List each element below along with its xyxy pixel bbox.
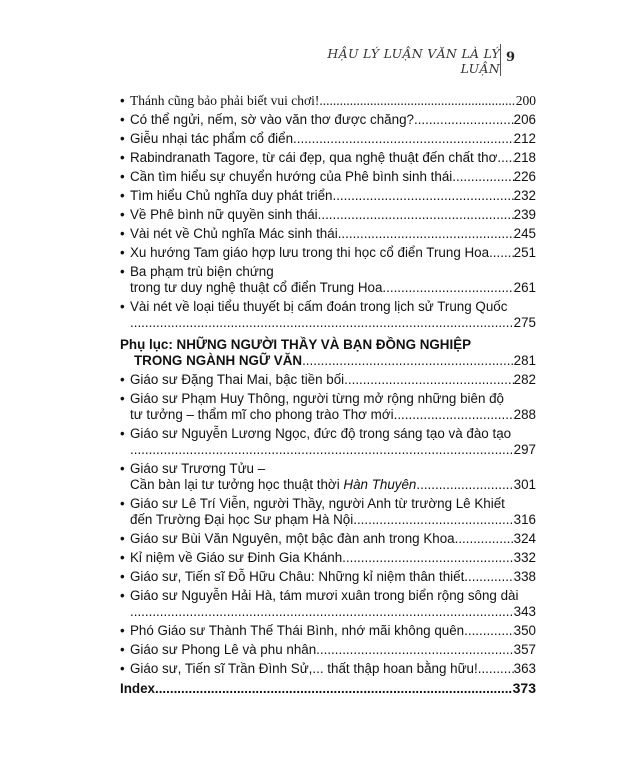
- toc-entry-page: 232: [513, 188, 536, 203]
- leader-dots: [302, 353, 514, 369]
- leader-dots: [130, 604, 514, 620]
- leader-dots: [394, 407, 514, 423]
- toc-entry-title: Ba phạm trù biện chứng: [130, 264, 274, 279]
- index-entry[interactable]: [120, 680, 536, 697]
- bullet-marker: •: [120, 461, 125, 476]
- toc-entry-page: 275: [513, 315, 536, 330]
- leader-dots: [155, 681, 513, 697]
- toc-entry-title: Xu hướng Tam giáo hợp lưu trong thi học cổ điển Trung Hoa: [130, 245, 490, 260]
- header-title-line2: LUẬN: [460, 61, 500, 76]
- toc-entry[interactable]: [120, 131, 536, 147]
- leader-dots: [489, 245, 514, 261]
- bullet-marker: •: [120, 150, 125, 165]
- leader-dots: [497, 150, 513, 166]
- bullet-marker: •: [120, 169, 125, 184]
- bullet-marker: •: [120, 496, 125, 511]
- leader-dots: [452, 169, 513, 185]
- toc-entry[interactable]: [120, 391, 536, 423]
- toc-entry-page: 288: [513, 407, 536, 422]
- toc-entry-title: trong tư duy nghệ thuật cổ điển Trung Hoa: [130, 280, 383, 295]
- toc-entry[interactable]: [120, 169, 536, 185]
- toc-entry-page: 301: [513, 477, 536, 492]
- bullet-marker: •: [120, 588, 125, 603]
- toc-entry[interactable]: [120, 496, 536, 528]
- toc-entry-title: Giáo sư, Tiến sĩ Đỗ Hữu Châu: Những kỉ niệm thân thiết: [130, 569, 465, 584]
- toc-entry[interactable]: [120, 188, 536, 204]
- leader-dots: [382, 280, 513, 296]
- toc-entry-page: 316: [513, 512, 536, 527]
- toc-entry[interactable]: [120, 588, 536, 620]
- header-divider: [500, 44, 501, 76]
- toc-entry-title: Vài nét về Chủ nghĩa Mác sinh thái: [130, 226, 338, 241]
- toc-entry-page: 357: [513, 642, 536, 657]
- toc-entry-title: Kỉ niệm về Giáo sư Đinh Gia Khánh: [130, 550, 343, 565]
- bullet-marker: •: [120, 661, 125, 676]
- toc-entry-page: 218: [513, 150, 536, 165]
- leader-dots: [130, 442, 514, 458]
- toc-entry[interactable]: [120, 150, 536, 166]
- toc-entry[interactable]: [120, 661, 536, 677]
- toc-entry-title: Rabindranath Tagore, từ cái đẹp, qua nghệ thuật đến chất thơ: [130, 150, 498, 165]
- bullet-marker: •: [120, 623, 125, 638]
- toc-entry-title: Phó Giáo sư Thành Thế Thái Bình, nhớ mãi không quên: [130, 623, 465, 638]
- leader-dots: [455, 531, 514, 547]
- toc-entry[interactable]: [120, 93, 536, 109]
- bullet-marker: •: [120, 188, 125, 203]
- toc-entry-page: 324: [513, 531, 536, 546]
- bullet-marker: •: [120, 531, 125, 546]
- header-title-line1: HẬU LÝ LUẬN VĂN LÀ LÝ: [327, 46, 500, 61]
- toc-entry-page: 206: [513, 112, 536, 127]
- toc-entry-title: Giáo sư Phạm Huy Thông, người từng mở rộng những biên độ: [130, 391, 505, 406]
- toc-entry-title: Giáo sư Phong Lê và phu nhân: [130, 642, 317, 657]
- toc-entry-page: 332: [513, 550, 536, 565]
- toc-entry[interactable]: [120, 245, 536, 261]
- toc-entry-page: 282: [513, 372, 536, 387]
- bullet-marker: •: [120, 550, 125, 565]
- leader-dots: [353, 512, 513, 528]
- toc-entry[interactable]: [120, 112, 536, 128]
- toc-entry-title: Về Phê bình nữ quyền sinh thái: [130, 207, 318, 222]
- toc-entry-page: 212: [513, 131, 536, 146]
- leader-dots: [319, 93, 515, 109]
- leader-dots: [316, 642, 514, 658]
- appendix-heading[interactable]: [120, 337, 536, 369]
- bullet-marker: •: [120, 207, 125, 222]
- toc-entry[interactable]: [120, 264, 536, 296]
- toc-entry-title: Tìm hiểu Chủ nghĩa duy phát triển: [130, 188, 333, 203]
- appendix-page: 281: [513, 353, 536, 368]
- leader-dots: [332, 188, 513, 204]
- toc-entry-page: 343: [513, 604, 536, 619]
- appendix-subtitle: TRONG NGÀNH NGỮ VĂN: [134, 353, 303, 368]
- leader-dots: [464, 623, 514, 639]
- toc-entry-title: Cần bàn lại tư tưởng học thuật thời Hàn Thuyên: [130, 477, 417, 492]
- toc-entry-title: Giáo sư Nguyễn Hải Hà, tám mươi xuân trong biển rộng sông dài: [130, 588, 519, 603]
- toc-entry-title: đến Trường Đại học Sư phạm Hà Nội: [130, 512, 354, 527]
- toc-entry-title: Cần tìm hiểu sự chuyển hướng của Phê bình sinh thái: [130, 169, 453, 184]
- toc-entry-page: 239: [513, 207, 536, 222]
- bullet-marker: •: [120, 299, 125, 314]
- leader-dots: [414, 112, 514, 128]
- toc-entry[interactable]: [120, 623, 536, 639]
- toc-entry[interactable]: [120, 226, 536, 242]
- bullet-marker: •: [120, 642, 125, 657]
- bullet-marker: •: [120, 245, 125, 260]
- leader-dots: [342, 550, 513, 566]
- appendix-title: Phụ lục: NHỮNG NGƯỜI THẦY VÀ BẠN ĐỒNG NGHIỆP: [120, 337, 472, 352]
- bullet-marker: •: [120, 391, 125, 406]
- toc-entry[interactable]: [120, 461, 536, 493]
- page-number: 9: [506, 50, 516, 65]
- leader-dots: [318, 207, 514, 223]
- toc-entry-page: 350: [513, 623, 536, 638]
- toc-entry[interactable]: [120, 550, 536, 566]
- bullet-marker: •: [120, 426, 125, 441]
- toc-entry-title: Giáo sư Trương Tửu –: [130, 461, 266, 476]
- toc-entry-title: Giễu nhại tác phẩm cổ điển: [130, 131, 294, 146]
- bullet-marker: •: [120, 131, 125, 146]
- book-title-italic: Hàn Thuyên: [343, 477, 417, 492]
- toc-entry-title: Vài nét về loại tiểu thuyết bị cấm đoán trong lịch sử Trung Quốc: [130, 299, 508, 314]
- leader-dots: [478, 661, 514, 677]
- toc-entry[interactable]: [120, 531, 536, 547]
- toc-entry[interactable]: [120, 299, 536, 331]
- toc-entry[interactable]: [120, 372, 536, 388]
- bullet-marker: •: [120, 112, 125, 127]
- toc-entry-title: Giáo sư Đặng Thai Mai, bậc tiền bối: [130, 372, 345, 387]
- toc-entry-page: 226: [513, 169, 536, 184]
- toc-entry-title: Thánh cũng bảo phải biết vui chơi!: [130, 93, 320, 108]
- index-page: 373: [512, 680, 536, 696]
- toc-entry-title: Giáo sư Nguyễn Lương Ngọc, đức độ trong sáng tạo và đào tạo: [130, 426, 512, 441]
- toc-entry[interactable]: [120, 207, 536, 223]
- toc-entry-page: 338: [513, 569, 536, 584]
- toc-entry-page: 251: [513, 245, 536, 260]
- leader-dots: [293, 131, 514, 147]
- leader-dots: [464, 569, 513, 585]
- leader-dots: [344, 372, 514, 388]
- toc-entry-page: 261: [513, 280, 536, 295]
- toc-entry-title: Có thể ngửi, nếm, sờ vào văn thơ được chăng?: [130, 112, 414, 127]
- bullet-marker: •: [120, 264, 125, 279]
- index-title: Index: [120, 681, 155, 696]
- toc-entry[interactable]: [120, 642, 536, 658]
- leader-dots: [338, 226, 514, 242]
- table-of-contents: [120, 93, 536, 697]
- bullet-marker: •: [120, 226, 125, 241]
- toc-entry-title: Giáo sư Lê Trí Viễn, người Thầy, người Anh từ trường Lê Khiết: [130, 496, 505, 511]
- leader-dots: [416, 477, 513, 493]
- toc-entry-title: tư tưởng – thẩm mĩ cho phong trào Thơ mới: [130, 407, 394, 422]
- running-header: [280, 46, 500, 76]
- leader-dots: [130, 315, 514, 331]
- bullet-marker: •: [120, 372, 125, 387]
- toc-entry[interactable]: [120, 426, 536, 458]
- toc-entry-page: 200: [515, 93, 536, 108]
- toc-entry-page: 297: [513, 442, 536, 457]
- toc-entry-page: 363: [513, 661, 536, 676]
- toc-entry-title: Giáo sư Bùi Văn Nguyên, một bậc đàn anh trong Khoa: [130, 531, 455, 546]
- toc-entry[interactable]: [120, 569, 536, 585]
- toc-entry-title: Giáo sư, Tiến sĩ Trần Đình Sử,... thất thập hoan bằng hữu!: [130, 661, 478, 676]
- bullet-marker: •: [120, 569, 125, 584]
- bullet-marker: •: [120, 93, 125, 108]
- toc-entry-page: 245: [513, 226, 536, 241]
